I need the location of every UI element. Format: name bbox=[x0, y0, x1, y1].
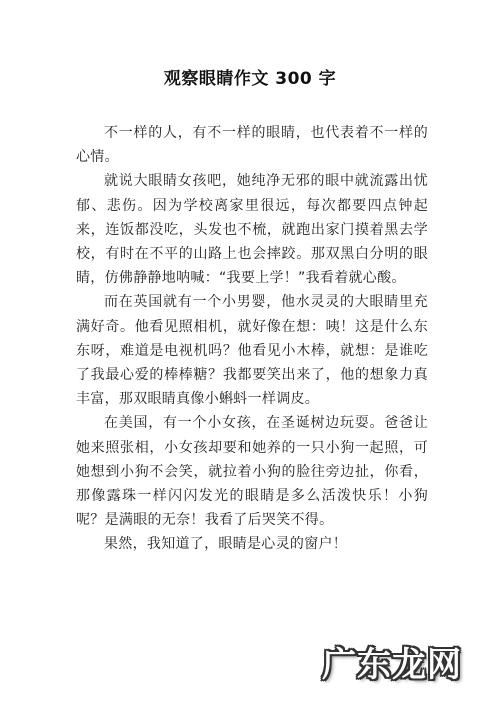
document-title: 观察眼睛作文 300 字 bbox=[163, 69, 337, 89]
paragraph-1: 不一样的人，有不一样的眼睛，也代表着不一样的心情。 bbox=[76, 125, 428, 166]
site-watermark: 广东龙网 bbox=[322, 645, 462, 685]
paragraph-4: 在美国，有一个小女孩，在圣诞树边玩耍。爸爸让她来照张相，小女孩却要和她养的一只小狗一起照，可她想到小狗不会笑，就拉着小狗的脸往旁边扯，你看，那像露珠一样闪闪发光的眼睛是多么活泼快乐！小狗呢？是满眼的无奈！我看了后哭笑不得。 bbox=[76, 415, 428, 529]
paragraph-2: 就说大眼睛女孩吧，她纯净无邪的眼中就流露出忧郁、悲伤。因为学校离家里很远，每次都要四点钟起来，连饭都没吃，头发也不梳，就跑出家门摸着黑去学校，有时在不平的山路上也会摔跤。那双黑白分明的眼睛，仿佛静静地呐喊：“我要上学！”我看着就心酸。 bbox=[76, 173, 428, 287]
paragraph-5: 果然，我知道了，眼睛是心灵的窗户！ bbox=[104, 536, 348, 553]
paragraph-3: 而在英国就有一个小男婴，他水灵灵的大眼睛里充满好奇。他看见照相机，就好像在想：咦！这是什么东东呀，难道是电视机吗？他看见小木棒，就想：是谁吃了我最心爱的棒棒糖？我都要笑出来了，他的想象力真丰富，那双眼睛真像小蝌蚪一样调皮。 bbox=[76, 294, 428, 408]
document-body bbox=[76, 121, 428, 557]
